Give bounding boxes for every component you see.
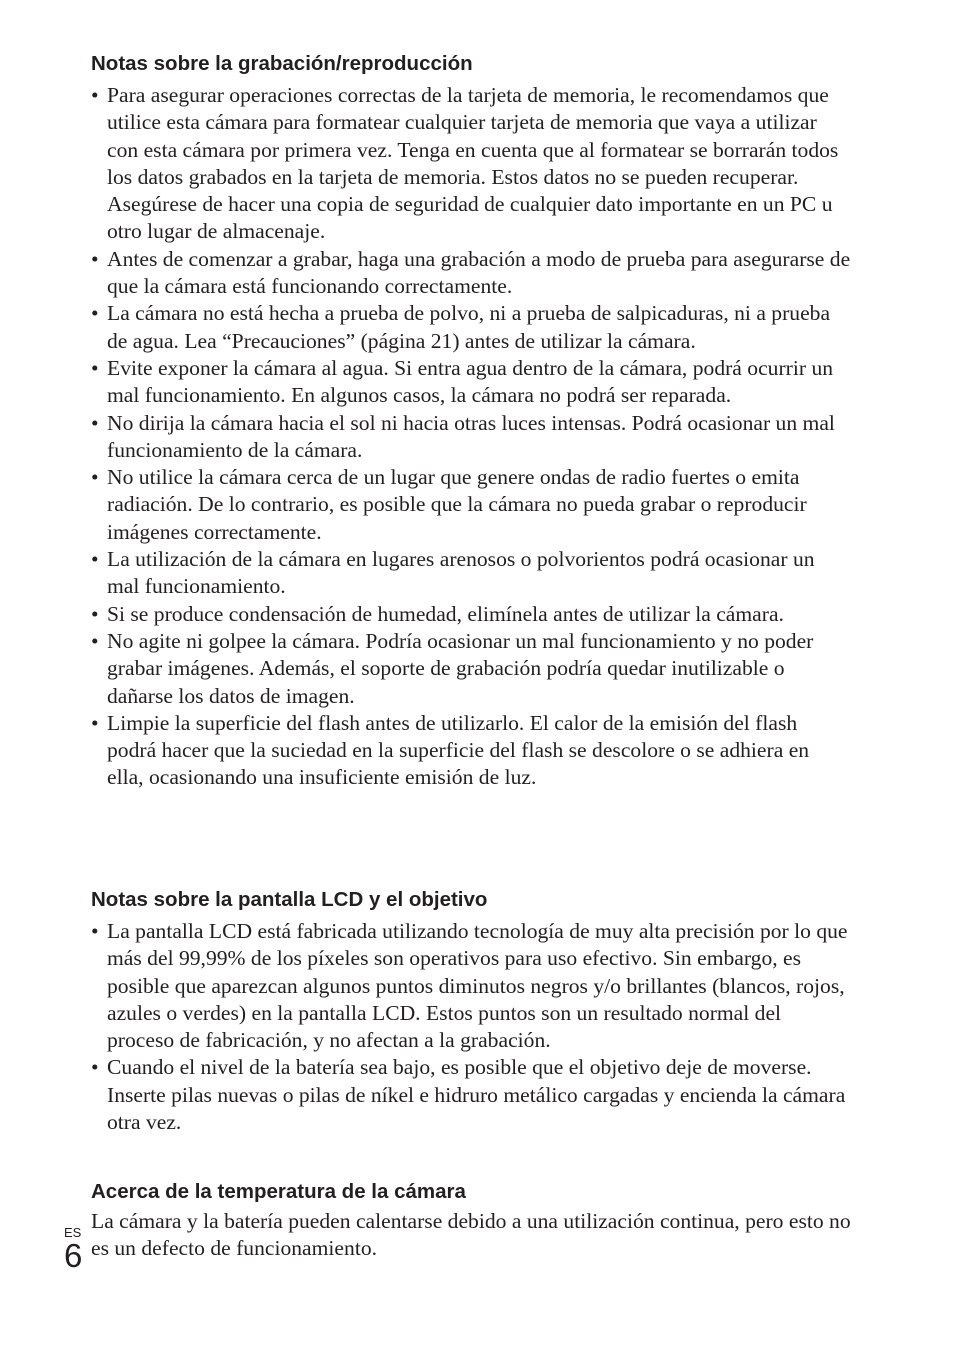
bullet-marker: • (91, 710, 99, 735)
list-item-text: Cuando el nivel de la batería sea bajo, es posible que el objetivo deje de moverse. Inserte pilas nuevas o pilas de níkel e hidruro metálico cargadas y encienda la cámara otra vez. (107, 1055, 846, 1135)
bullet-marker: • (91, 601, 99, 626)
section-heading: Notas sobre la pantalla LCD y el objetivo (91, 888, 488, 911)
list-item (91, 1054, 851, 1136)
page-language-code: ES (64, 1225, 82, 1240)
list-item-text: No dirija la cámara hacia el sol ni hacia otras luces intensas. Podrá ocasionar un mal funcionamiento de la cámara. (107, 410, 835, 462)
section-lcd-and-lens (91, 886, 851, 1136)
bullet-list (91, 918, 851, 1136)
list-item (91, 546, 851, 601)
bullet-marker: • (91, 83, 99, 107)
list-item (91, 628, 851, 710)
list-item-text: Para asegurar operaciones correctas de la tarjeta de memoria, le recomendamos que utilice esta cámara para formatear cualquier tarjeta de memoria que vaya a utilizar con esta cámara por primera vez. Tenga en cuenta que al formatear se borrarán todos los datos grabados en la tarjeta de memoria. Estos datos no se pueden recuperar. Asegúrese de hacer una copia de seguridad de cualquier dato importante en un PC u otro lugar de almacenaje. (107, 83, 839, 244)
list-item (91, 464, 851, 546)
list-item-text: Antes de comenzar a grabar, haga una grabación a modo de prueba para asegurarse de que la cámara está funcionando correctamente. (107, 246, 851, 299)
list-item-text: La pantalla LCD está fabricada utilizando tecnología de muy alta precisión por lo que más del 99,99% de los píxeles son operativos para uso efectivo. Sin embargo, es posible que aparezcan algunos puntos diminutos negros y/o brillantes (blancos, rojos, azules o verdes) en la pantalla LCD. Estos puntos son un resultado normal del proceso de fabricación, y no afectan a la grabación. (107, 919, 848, 1053)
list-item-text: La cámara no está hecha a prueba de polvo, ni a prueba de salpicaduras, ni a prueba de agua. Lea “Precauciones” (página 21) antes de utilizar la cámara. (107, 301, 831, 353)
section-paragraph: La cámara y la batería pueden calentarse debido a una utilización continua, pero esto no es un defecto de funcionamiento. (91, 1209, 851, 1261)
bullet-list (91, 82, 851, 792)
list-item-text: La utilización de la cámara en lugares arenosos o polvorientos podrá ocasionar un mal funcionamiento. (107, 547, 815, 599)
bullet-marker: • (91, 547, 99, 572)
list-item-text: No agite ni golpee la cámara. Podría ocasionar un mal funcionamiento y no poder grabar imágenes. Además, el soporte de grabación podría quedar inutilizable o dañarse los datos de imagen. (107, 628, 814, 708)
bullet-marker: • (91, 246, 99, 271)
list-item (91, 300, 851, 355)
list-item (91, 601, 851, 628)
section-camera-temperature (91, 1178, 851, 1263)
bullet-marker: • (91, 465, 99, 490)
list-item-text: No utilice la cámara cerca de un lugar que genere ondas de radio fuertes o emita radiación. De lo contrario, es posible que la cámara no pueda grabar o reproducir imágenes correctamente. (107, 465, 807, 544)
list-item-text: Evite exponer la cámara al agua. Si entra agua dentro de la cámara, podrá ocurrir un mal funcionamiento. En algunos casos, la cámara no podrá ser reparada. (107, 355, 834, 408)
list-item (91, 918, 851, 1054)
bullet-marker: • (91, 301, 99, 326)
list-item (91, 710, 851, 792)
section-recording-playback (91, 50, 851, 792)
bullet-marker: • (91, 355, 99, 380)
list-item (91, 82, 851, 246)
list-item-text: Limpie la superficie del flash antes de utilizarlo. El calor de la emisión del flash podrá hacer que la suciedad en la superficie del flash se descolore o se adhiera en ella, ocasionando una insuficiente emisión de luz. (107, 710, 810, 790)
list-item-text: Si se produce condensación de humedad, elimínela antes de utilizar la cámara. (107, 601, 784, 626)
bullet-marker: • (91, 628, 99, 653)
list-item (91, 410, 851, 465)
section-heading: Notas sobre la grabación/reproducción (91, 52, 473, 75)
page-number: 6 (64, 1237, 83, 1274)
list-item (91, 355, 851, 410)
bullet-marker: • (91, 919, 99, 943)
bullet-marker: • (91, 410, 99, 435)
section-heading: Acerca de la temperatura de la cámara (91, 1180, 466, 1203)
list-item (91, 246, 851, 301)
bullet-marker: • (91, 1055, 99, 1080)
